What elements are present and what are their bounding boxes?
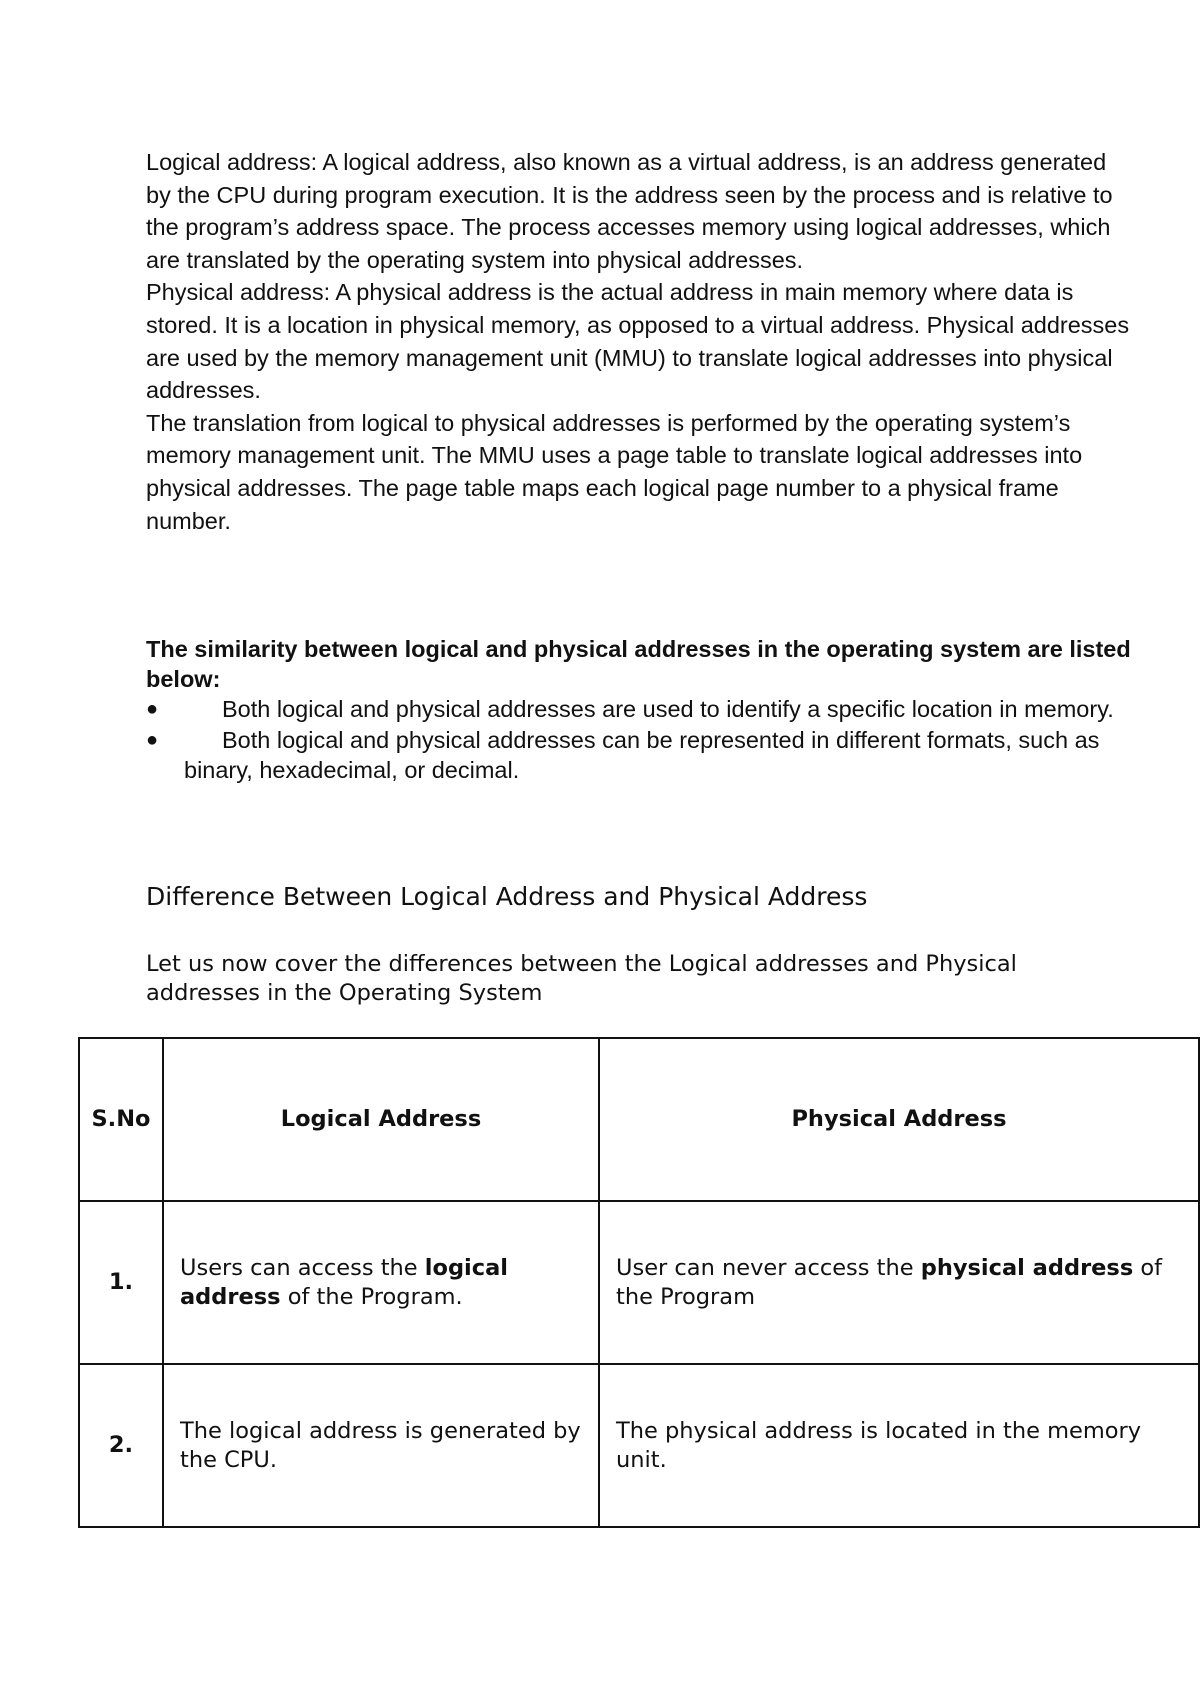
physical-address-paragraph: Physical address: A physical address is the actual address in main memory where data is stored. It is a location in physical memory, as opposed to a virtual address. Physical addresses are used by the memory management unit (MMU) to translate logical addresses into physical addresses. [146, 279, 1130, 404]
list-item [146, 694, 1136, 725]
row-number: 2. [79, 1364, 163, 1527]
translation-paragraph: The translation from logical to physical addresses is performed by the operating system’s memory management unit. The MMU uses a page table to translate logical addresses into physical addresses. The page table maps each logical page number to a physical frame number. [146, 409, 1083, 534]
table-row [79, 1201, 1199, 1364]
bullet-icon: ● [146, 728, 159, 751]
bullet-text: Both logical and physical addresses are used to identify a specific location in memory. [222, 696, 1114, 722]
intro-paragraphs [146, 146, 1136, 537]
difference-table [78, 1037, 1200, 1528]
cell-text: The logical address is generated by the CPU. [180, 1417, 581, 1473]
physical-cell [599, 1364, 1199, 1527]
similarity-heading: The similarity between logical and physical addresses in the operating system are listed below: [146, 636, 1131, 692]
physical-address-header: Physical Address [599, 1038, 1199, 1201]
bullet-text: Both logical and physical addresses can be represented in different formats, such as binary, hexadecimal, or decimal. [184, 726, 1100, 783]
cell-text: Users can access the [180, 1254, 425, 1281]
physical-cell [599, 1201, 1199, 1364]
logical-address-header: Logical Address [163, 1038, 599, 1201]
difference-intro: Let us now cover the differences between the Logical addresses and Physical addresses in the Operating System [146, 951, 1017, 1006]
cell-text: The physical address is located in the memory unit. [616, 1417, 1142, 1473]
table-row [79, 1364, 1199, 1527]
similarity-section [146, 634, 1136, 786]
cell-bold-text: logical address [180, 1254, 509, 1310]
table-header-row [79, 1038, 1199, 1201]
logical-cell [163, 1201, 599, 1364]
row-number: 1. [79, 1201, 163, 1364]
similarity-list [146, 694, 1136, 786]
cell-text: of the Program. [280, 1283, 463, 1310]
difference-heading: Difference Between Logical Address and Physical Address [146, 882, 868, 911]
logical-address-paragraph: Logical address: A logical address, also known as a virtual address, is an address generated by the CPU during program execution. It is the address seen by the process and is relative to the program’s address space. The process accesses memory using logical addresses, which are translated by the operating system into physical addresses. [146, 149, 1113, 273]
logical-cell [163, 1364, 599, 1527]
bullet-icon: ● [146, 698, 159, 720]
cell-bold-text: physical address [920, 1254, 1134, 1281]
sno-header: S.No [79, 1038, 163, 1201]
cell-text: User can never access the [616, 1254, 921, 1281]
cell-text: of the Program [616, 1254, 1163, 1310]
list-item [146, 725, 1136, 786]
